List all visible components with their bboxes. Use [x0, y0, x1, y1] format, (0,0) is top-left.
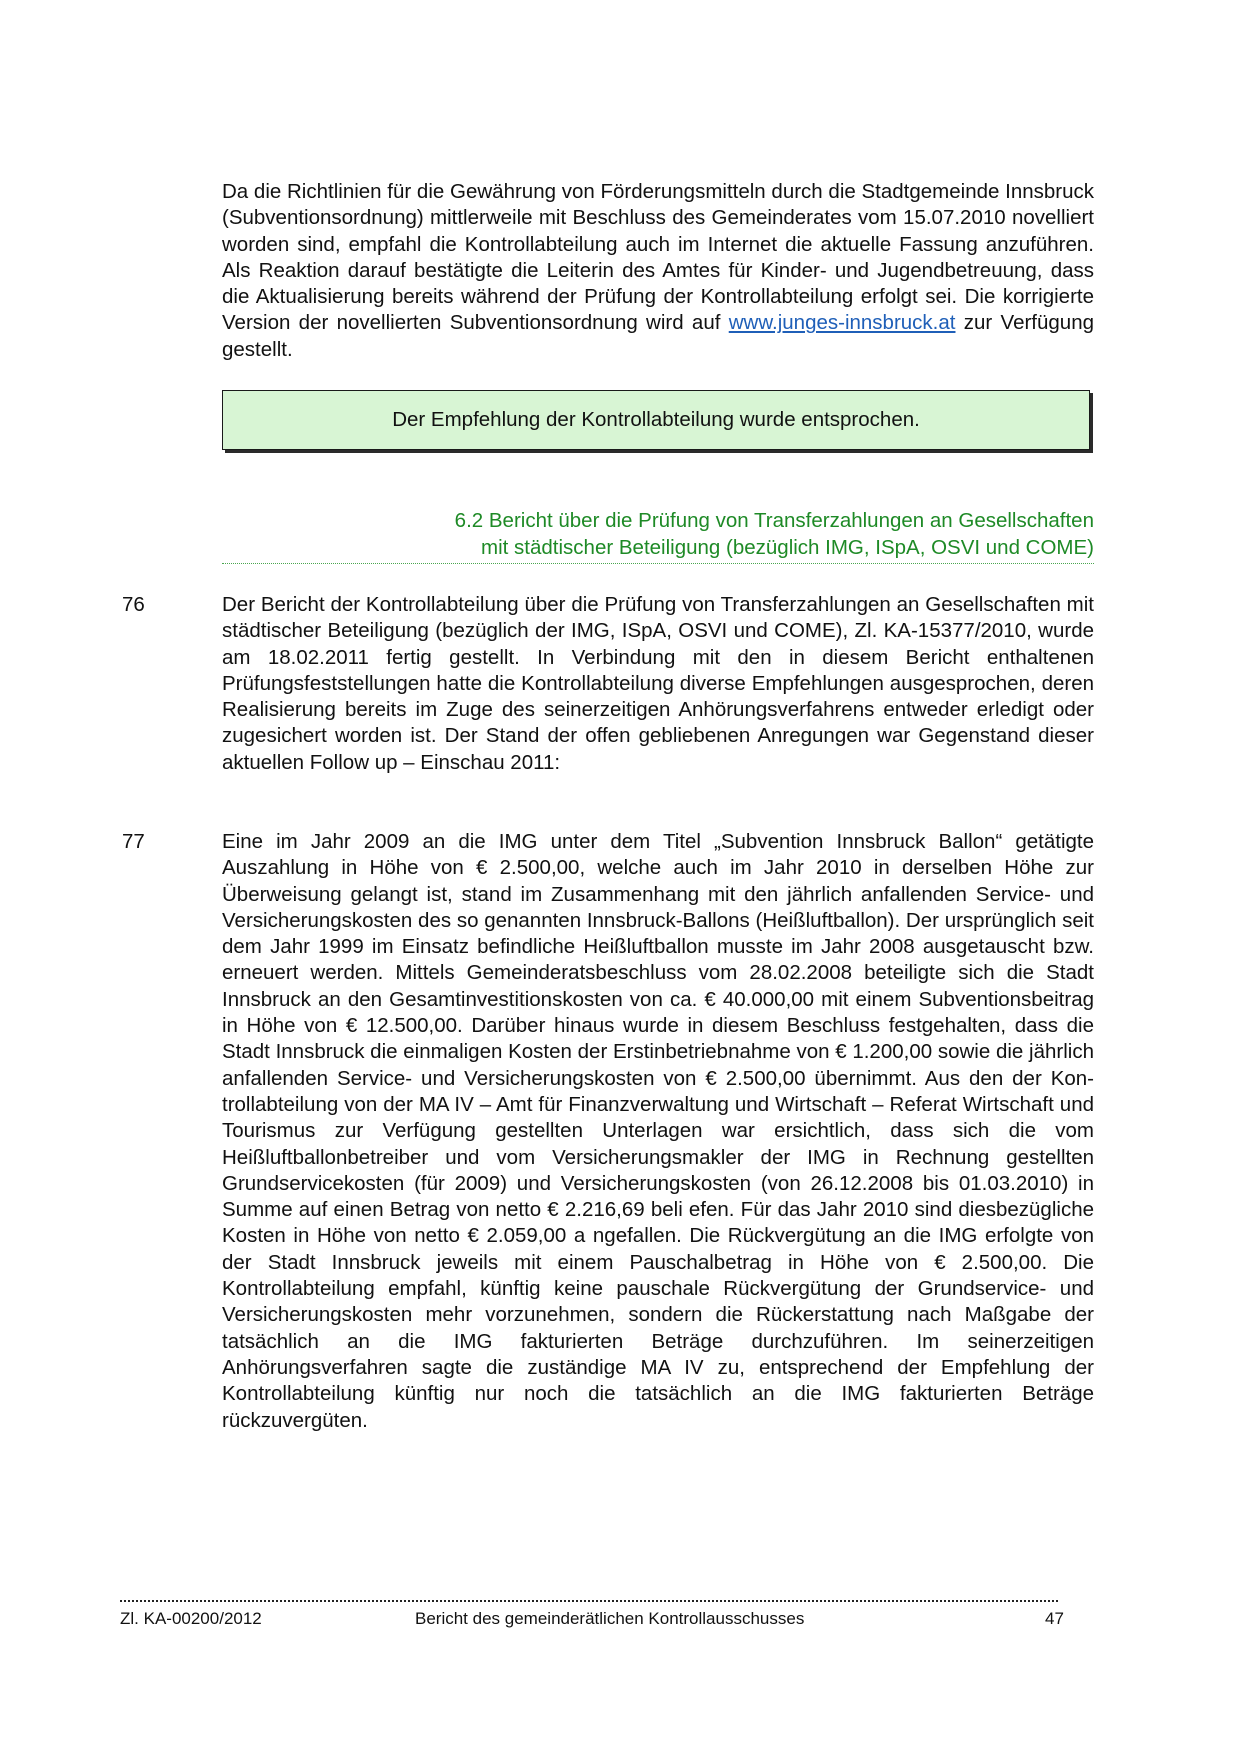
paragraph-77: Eine im Jahr 2009 an die IMG unter dem Titel „Subvention Innsbruck Ballon“ getätigte Auszahlung in Höhe von € 2.500,00, welche auch im Jahr 2010 in derselben Höhe zur Überweisung gelangt ist, stand im Zusammenhang mit den jährlich anfallenden Service- und Versicherungskosten des so genannten Innsbruck-Ballons (Heißluftballon). Der ursprünglich seit dem Jahr 1999 im Einsatz befindliche Heißluftballon musste im Jahr 2008 ausgetauscht bzw. erneuert werden. Mittels Gemeinderatsbeschluss vom 28.02.2008 beteiligte sich die Stadt Innsbruck an den Gesamtinvestitionskosten von ca. € 40.000,00 mit einem Subventionsbeitrag in Höhe von € 12.500,00. Darüber hinaus wurde in diesem Beschluss festgehalten, dass die Stadt Innsbruck die einmaligen Kosten der Erstinbetriebnahme von € 1.200,00 sowie die jährlich anfallenden Service- und Versicherungskosten von € 2.500,00 übernimmt. Aus den der Kontrollabteilung von der MA IV – Amt für Finanzverwaltung und Wirtschaft – Referat Wirtschaft und Tourismus zur Verfügung gestellten Unterlagen war ersichtlich, dass sich die vom Heißluftballonbetreiber und vom Versicherungsmakler der IMG in Rechnung gestellten Grundservicekosten (für 2009) und Versicherungskosten (von 26.12.2008 bis 01.03.2010) in Summe auf einen Betrag von netto € 2.216,69 beli efen. Für das Jahr 2010 sind diesbezügliche Kosten in Höhe von netto € 2.059,00 a ngefallen. Die Rückvergütung an die IMG erfolgte von der Stadt Innsbruck jeweils mit einem Pauschalbetrag in Höhe von € 2.500,00. Die Kontrollabteilung empfahl, künftig keine pauschale Rückvergütung der Grundservice- und Versicherungskosten mehr vorzunehmen, sondern die Rückerstattung nach Maßgabe der tatsächlich an die IMG fakturierten Beträge durchzuführen. Im seinerzeitigen Anhörungsverfahren sagte die zuständige MA IV zu, entsprechend der Empfehlung der Kontrollabteilung künftig nur noch die tatsächlich an die IMG fakturierten Beträge rückzuvergüten.	[222, 830, 1094, 1432]
section-heading-line1: 6.2 Bericht über die Prüfung von Transferzahlungen an Gesellschaften	[454, 509, 1094, 532]
paragraph-76: Der Bericht der Kontrollabteilung über die Prüfung von Transferzahlungen an Gesellschaften mit städtischer Beteiligung (bezüglich der IMG, ISpA, OSVI und COME), Zl. KA-15377/2010, wurde am 18.02.2011 fertig gestellt. In Verbindung mit den in diesem Bericht enthaltenen Prüfungsfeststellungen hatte die Kontrollabteilung diverse Empfehlungen ausgesprochen, deren Realisierung bereits im Zuge des seinerzeitigen Anhörungsverfahrens entweder erledigt oder zugesichert worden ist. Der Stand der offen gebliebenen Anregungen war Gegenstand dieser aktuellen Follow up – Einschau 2011:	[222, 593, 1094, 774]
margin-number-77: 77	[122, 830, 145, 853]
intro-text: Da die Richtlinien für die Gewährung von Förderungsmitteln durch die Stadtgemeinde Innsbruck (Subventionsordnung) mittlerweile mit Beschluss des Gemeinderates vom 15.07.2010 novelliert worden sind, empfahl die Kontrollabteilung auch im Internet die aktuelle Fassung anzuführen. Als Reaktion darauf bestätigte die Leiterin des Amtes für Kinder- und Jugendbetreuung, dass die Aktualisierung bereits während der Prüfung der Kontrollabteilung erfolgt sei. Die korrigierte Version der novellierten Subventionsordnung wird auf	[222, 180, 1094, 335]
margin-number-76: 76	[122, 593, 145, 616]
section-heading	[222, 508, 1094, 561]
footer-title: Bericht des gemeinderätlichen Kontrollausschusses	[415, 1609, 805, 1628]
page-number: 47	[1045, 1609, 1064, 1628]
recommendation-text: Der Empfehlung der Kontrollabteilung wurde entsprochen.	[392, 408, 920, 431]
footer-reference: Zl. KA-00200/2012	[120, 1609, 262, 1628]
section-heading-line2: mit städtischer Beteiligung (bezüglich IMG, ISpA, OSVI und COME)	[481, 535, 1094, 559]
intro-text-end: zur Verfügung gestellt.	[222, 311, 1095, 361]
intro-paragraph	[222, 179, 1094, 363]
junges-innsbruck-link[interactable]: www.junges-innsbruck.at	[728, 311, 956, 335]
footer-divider	[120, 1600, 1058, 1602]
section-divider	[222, 563, 1094, 564]
recommendation-box	[222, 390, 1090, 450]
